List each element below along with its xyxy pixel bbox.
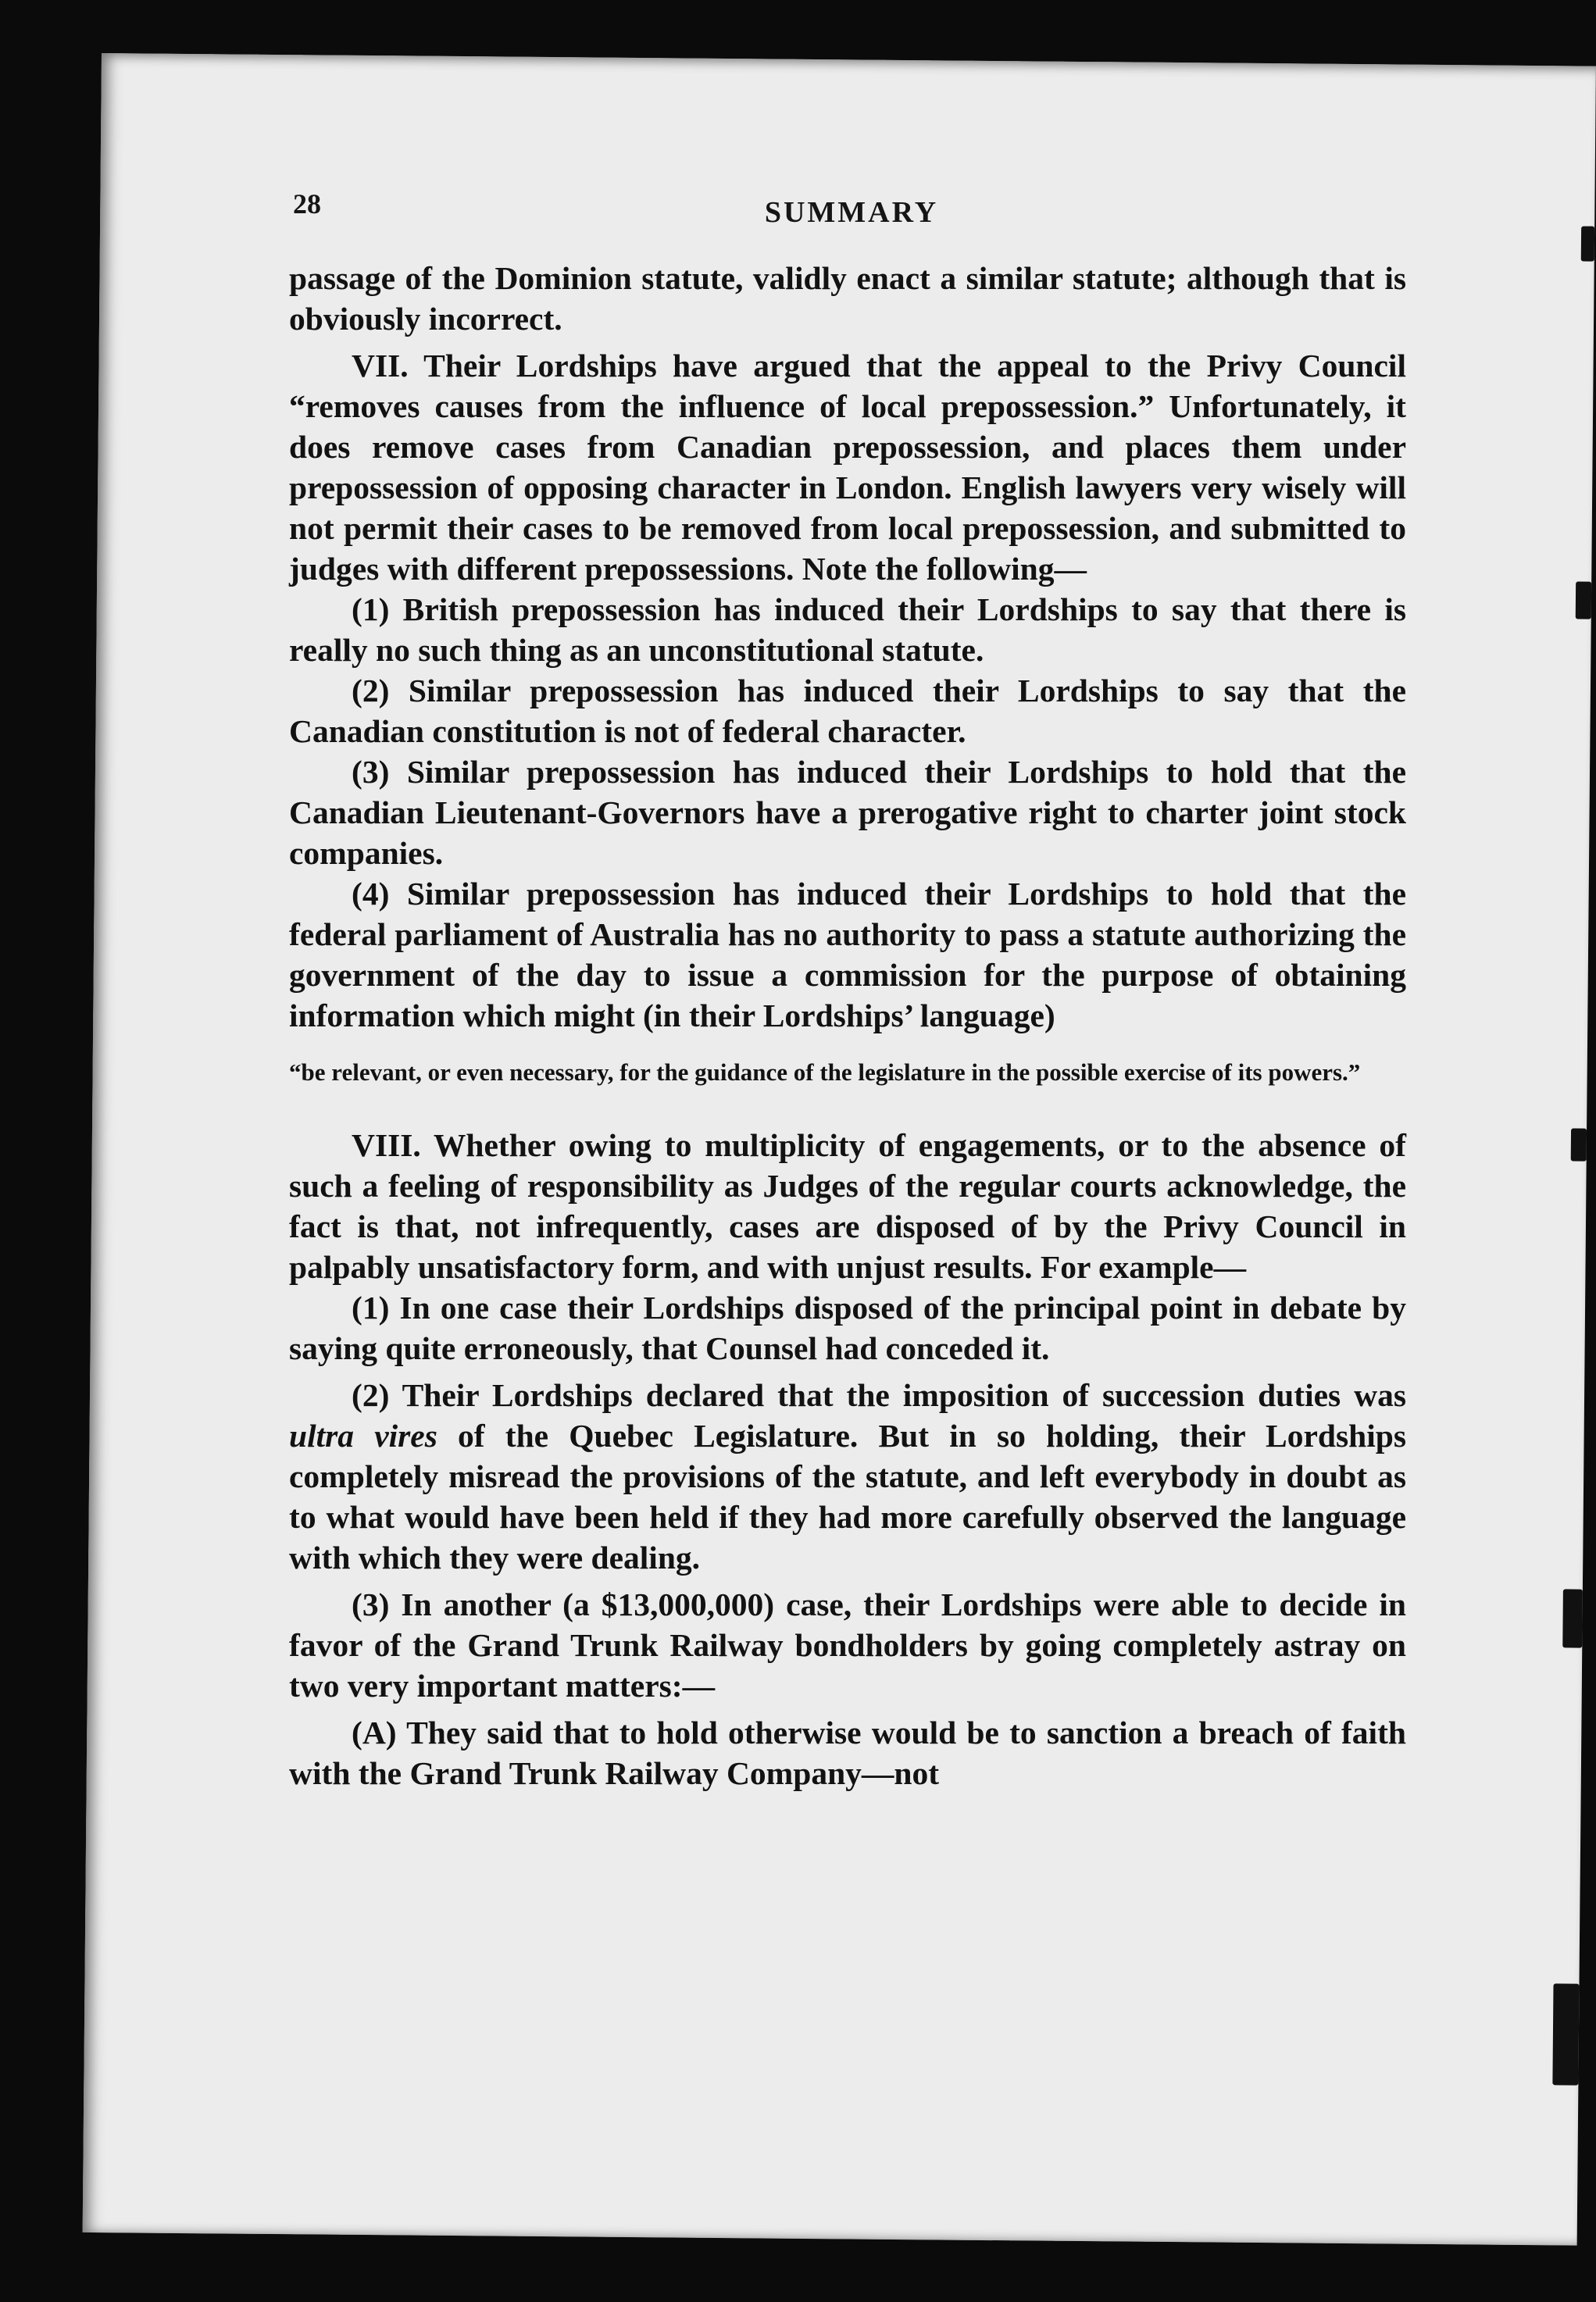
page-edge-mark [1571,1128,1587,1161]
page-edge-mark [1552,1983,1579,2085]
example-item-1: (1) In one case their Lordships disposed of the principal point in debate by saying quite erroneously, that Counsel had conceded it. [289,1290,1406,1366]
latin-phrase: ultra vires [289,1418,437,1454]
example-item-2-text-cont: of the Quebec Legislature. But in so holding, their Lordships completely misread the provisions of the statute, and left everybody in doubt as to what would have been held if they had more carefully observed the language with which they were dealing. [289,1418,1406,1576]
sub-item-a: (A) They said that to hold otherwise would be to sanction a breach of faith with the Grand Trunk Railway Company—not [289,1715,1406,1791]
list-item-3: (3) Similar prepossession has induced their Lordships to hold that the Canadian Lieutenant-Governors have a prerogative right to charter joint stock companies. [289,754,1406,871]
running-head: SUMMARY [764,196,939,229]
list-item-1: (1) British prepossession has induced their Lordships to say that there is really no such thing as an unconstitutional statute. [289,591,1406,668]
paragraph-section-vii: VII. Their Lordships have argued that the appeal to the Privy Council “removes causes from the influence of local prepossession.” Unfortunately, it does remove cases from Canadian prepossession, and places them under prepossession of opposing character in London. English lawyers very wisely will not permit their cases to be removed from local prepossession, and submitted to judges with different prepossessions. Note the following— [289,348,1406,587]
paragraph-continuation: passage of the Dominion statute, validly enact a similar statute; although that is obviously incorrect. [289,260,1406,337]
page-number: 28 [293,188,321,219]
page-body [289,258,1406,1793]
page-header [293,187,1410,242]
example-item-3: (3) In another (a $13,000,000) case, their Lordships were able to decide in favor of the Grand Trunk Railway bondholders by going completely astray on two very important matters:— [289,1586,1406,1704]
page-edge-mark [1562,1589,1583,1647]
list-item-4: (4) Similar prepossession has induced their Lordships to hold that the federal parliament of Australia has no authority to pass a statute authorizing the government of the day to issue a commission for the purpose of obtaining information which might (in their Lordships’ language) [289,876,1406,1033]
page-edge-mark [1576,581,1591,619]
page-edge-mark [1581,227,1594,262]
list-item-2: (2) Similar prepossession has induced their Lordships to say that the Canadian constitution is not of federal character. [289,673,1406,749]
block-quote: “be relevant, or even necessary, for the guidance of the legislature in the possible exercise of its powers.” [289,1058,1361,1086]
paragraph-section-viii: VIII. Whether owing to multiplicity of engagements, or to the absence of such a feeling of responsibility as Judges of the regular courts acknowledge, the fact is that, not infrequently, cases are disposed of by the Privy Council in palpably unsatisfactory form, and with unjust results. For example— [289,1127,1406,1285]
example-item-2-text: (2) Their Lordships declared that the imposition of succession duties was [352,1377,1406,1413]
example-item-2 [289,1375,1406,1578]
